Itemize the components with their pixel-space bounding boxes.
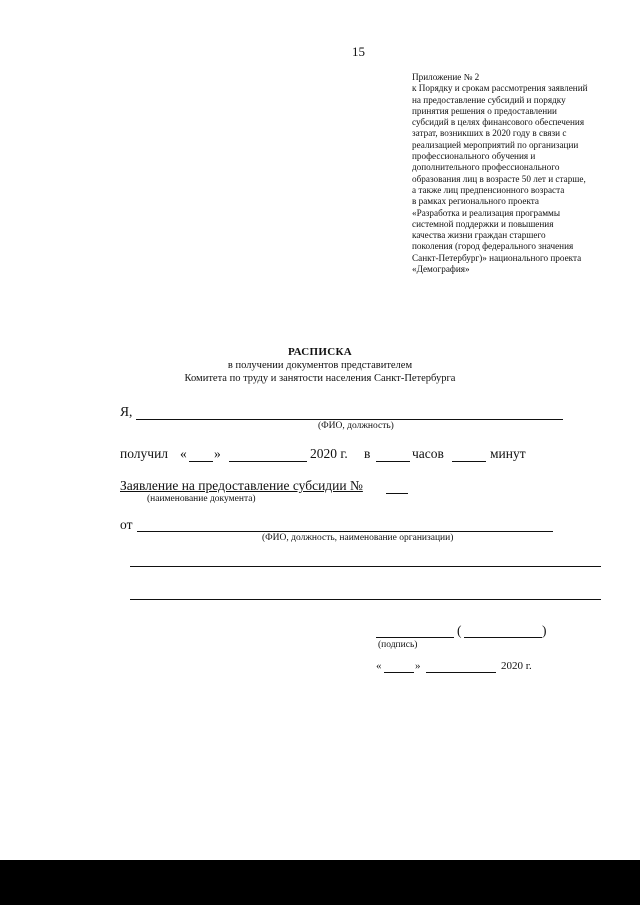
appendix-line: профессионального обучения и xyxy=(412,151,536,162)
appendix-line: в рамках регионального проекта xyxy=(412,196,539,207)
document-title: РАСПИСКА xyxy=(287,346,353,358)
document-subtitle: в получении документов представителем xyxy=(227,360,413,371)
minutes-label: минут xyxy=(490,446,526,461)
fio-field[interactable] xyxy=(136,419,563,420)
appendix-line: принятия решения о предоставлении xyxy=(412,105,557,116)
day-field[interactable] xyxy=(189,461,213,462)
signature-field[interactable] xyxy=(376,637,454,638)
extra-line[interactable] xyxy=(130,599,601,600)
quote-close: » xyxy=(214,446,221,461)
appendix-line: системной поддержки и повышения xyxy=(412,218,554,229)
from-label: от xyxy=(120,517,133,532)
appendix-line: Санкт-Петербург)» национального проекта xyxy=(412,252,582,263)
appendix-line: образования лиц в возрасте 50 лет и старше, xyxy=(412,173,586,184)
quote-open: « xyxy=(180,446,187,461)
document-name-caption: (наименование документа) xyxy=(147,494,256,504)
appendix-line: затрат, возникших в 2020 году в связи с xyxy=(412,128,567,139)
appendix-line: поколения (город федерального значения xyxy=(412,241,574,252)
appendix-line: Приложение № 2 xyxy=(412,72,480,82)
appendix-line: «Разработка и реализация программы xyxy=(412,207,561,218)
document-name: Заявление на предоставление субсидии № xyxy=(120,478,363,493)
fio-caption: (ФИО, должность) xyxy=(318,421,394,431)
from-field[interactable] xyxy=(137,531,553,532)
appendix-line: дополнительного профессионального xyxy=(412,162,560,173)
signature-caption: (подпись) xyxy=(378,640,418,650)
appendix-line: на предоставление субсидий и порядку xyxy=(412,94,566,105)
scan-border xyxy=(0,860,640,905)
from-caption: (ФИО, должность, наименование организации) xyxy=(262,533,454,543)
i-label: Я, xyxy=(120,404,133,419)
date-quote-close: » xyxy=(415,660,421,672)
appendix-line: к Порядку и срокам рассмотрения заявлений xyxy=(412,83,588,94)
signature-name-field[interactable] xyxy=(464,637,542,638)
date-year: 2020 г. xyxy=(501,660,532,672)
minutes-field[interactable] xyxy=(452,461,486,462)
hours-field[interactable] xyxy=(376,461,410,462)
page-number: 15 xyxy=(352,44,365,59)
date-day-field[interactable] xyxy=(384,672,414,673)
date-quote-open: « xyxy=(376,660,382,672)
hours-label: часов xyxy=(412,446,444,461)
document-number-field[interactable] xyxy=(386,493,408,494)
appendix-line: качества жизни граждан старшего xyxy=(412,230,546,241)
appendix-note xyxy=(412,72,622,275)
month-field[interactable] xyxy=(229,461,307,462)
year-label: 2020 г. xyxy=(310,446,348,461)
document-subtitle: Комитета по труду и занятости населения Санкт-Петербурга xyxy=(184,373,456,384)
received-label: получил xyxy=(120,446,169,461)
appendix-line: реализацией мероприятий по организации xyxy=(412,139,579,150)
paren-open: ( xyxy=(457,623,462,638)
appendix-line: а также лиц предпенсионного возраста xyxy=(412,184,565,195)
paren-close: ) xyxy=(542,623,547,638)
extra-line[interactable] xyxy=(130,566,601,567)
date-month-field[interactable] xyxy=(426,672,496,673)
appendix-line: «Демография» xyxy=(412,264,470,275)
at-label: в xyxy=(364,446,371,461)
appendix-line: субсидий в целях финансового обеспечения xyxy=(412,117,585,128)
